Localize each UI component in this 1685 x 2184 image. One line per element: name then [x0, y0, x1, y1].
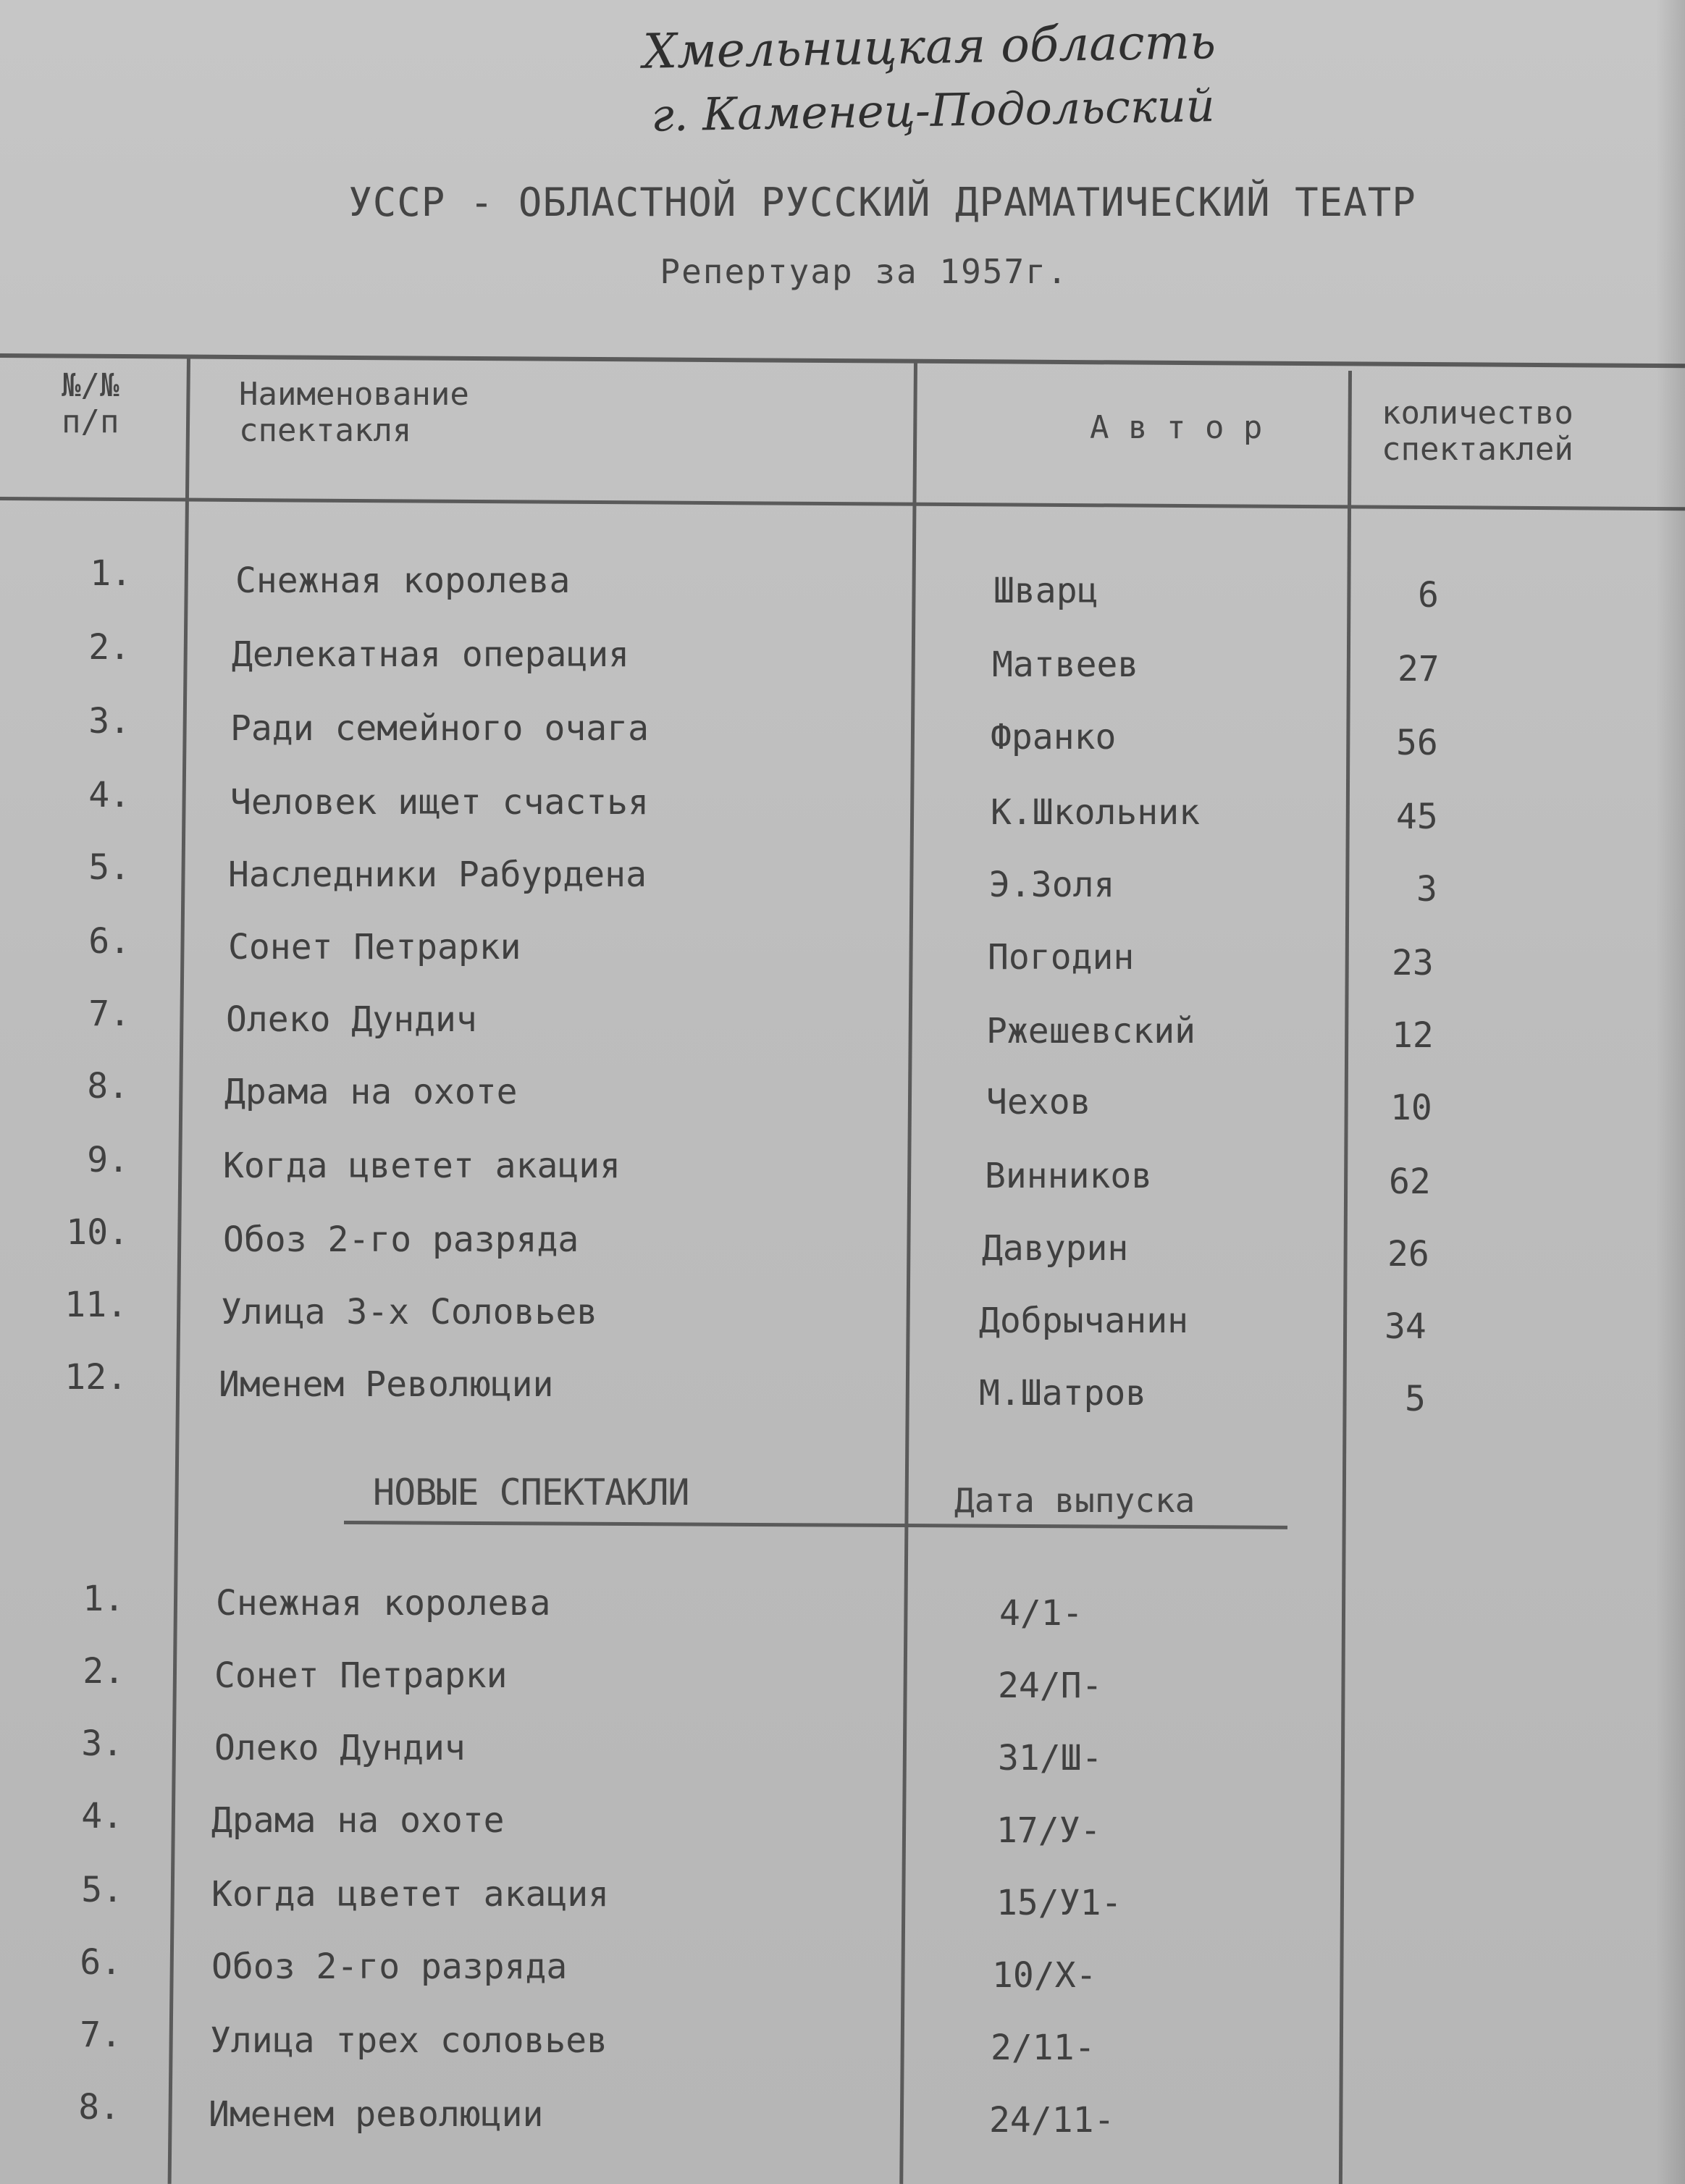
column-divider-3: [1339, 371, 1352, 2184]
release-date: 15/У1-: [996, 1883, 1122, 1923]
release-date: 17/У-: [996, 1810, 1101, 1851]
play-title: Снежная королева: [216, 1583, 551, 1624]
column-header-author: А в т о р: [1090, 409, 1263, 446]
row-number: 11.: [64, 1285, 127, 1325]
play-author: Погодин: [988, 937, 1135, 978]
row-number: 4.: [81, 1796, 123, 1836]
performance-count: 12: [1392, 1015, 1434, 1056]
performance-count: 26: [1387, 1234, 1429, 1274]
row-number: 1.: [90, 553, 132, 594]
play-title: Улица трех соловьев: [210, 2020, 608, 2061]
play-title: Когда цветет акация: [211, 1874, 610, 1915]
play-title: Сонет Петрарки: [214, 1655, 508, 1696]
performance-count: 6: [1418, 575, 1439, 616]
row-number: 7.: [88, 994, 130, 1034]
row-number: 3.: [81, 1723, 123, 1764]
play-title: Обоз 2-го разряда: [223, 1219, 579, 1260]
row-number: 6.: [80, 1942, 122, 1983]
performance-count: 56: [1396, 723, 1438, 763]
release-date-header: Дата выпуска: [954, 1481, 1196, 1520]
row-number: 2.: [83, 1651, 125, 1692]
release-date: 24/П-: [998, 1666, 1103, 1706]
release-date: 10/Х-: [992, 1955, 1097, 1996]
play-author: Ржешевский: [986, 1011, 1196, 1051]
performance-count: 45: [1396, 797, 1438, 837]
row-number: 3.: [88, 701, 130, 742]
play-title: Драма на охоте: [211, 1800, 505, 1841]
new-section-rule: [344, 1521, 1287, 1529]
performance-count: 62: [1389, 1162, 1431, 1202]
row-number: 5.: [88, 847, 130, 888]
play-author: Франко: [991, 717, 1117, 757]
column-divider-1: [168, 358, 190, 2184]
document-title: УССР - ОБЛАСТНОЙ РУССКИЙ ДРАМАТИЧЕСКИЙ ТЕАТР: [348, 180, 1416, 225]
column-header-name: Наименование спектакля: [239, 376, 469, 449]
play-title: Улица 3-х Соловьев: [221, 1292, 598, 1332]
play-title: Именем Революции: [219, 1364, 554, 1405]
column-header-num: №/№ п/п: [62, 367, 119, 440]
play-author: Шварц: [993, 571, 1098, 611]
play-title: Обоз 2-го разряда: [211, 1946, 568, 1987]
release-date: 31/Ш-: [998, 1738, 1103, 1778]
row-number: 10.: [66, 1212, 129, 1253]
row-number: 6.: [88, 921, 130, 962]
row-number: 8.: [87, 1066, 129, 1106]
play-author: Винников: [985, 1156, 1153, 1196]
performance-count: 3: [1416, 869, 1437, 910]
play-author: Матвеев: [992, 644, 1139, 685]
play-title: Наследники Рабурдена: [228, 854, 647, 895]
play-title: Человек ищет счастья: [230, 782, 649, 823]
row-number: 2.: [88, 627, 130, 668]
page-edge-shadow: [1656, 0, 1685, 2184]
play-author: Э.Золя: [989, 865, 1115, 905]
play-title: Снежная королева: [235, 560, 571, 601]
play-author: К.Школьник: [991, 792, 1200, 833]
row-number: 8.: [78, 2087, 120, 2128]
performance-count: 34: [1384, 1306, 1426, 1347]
column-divider-2: [899, 362, 917, 2184]
row-number: 4.: [88, 775, 130, 815]
release-date: 2/11-: [991, 2028, 1096, 2068]
row-number: 12.: [64, 1357, 127, 1398]
row-number: 7.: [80, 2015, 122, 2055]
document-subtitle: Репертуар за 1957г.: [660, 252, 1069, 291]
table-top-rule: [0, 353, 1685, 368]
play-title: Сонет Петрарки: [228, 927, 521, 967]
play-title: Когда цветет акация: [223, 1146, 621, 1186]
new-plays-heading: НОВЫЕ СПЕКТАКЛИ: [373, 1471, 689, 1513]
release-date: 24/11-: [989, 2100, 1115, 2141]
play-author: Чехов: [986, 1082, 1091, 1122]
release-date: 4/1-: [999, 1593, 1083, 1634]
play-title: Ради семейного очага: [230, 708, 649, 749]
column-header-count: количество спектаклей: [1382, 395, 1573, 468]
performance-count: 27: [1398, 649, 1440, 689]
performance-count: 5: [1405, 1379, 1426, 1419]
row-number: 1.: [83, 1579, 125, 1619]
play-author: Добрычанин: [979, 1301, 1188, 1341]
play-title: Олеко Дундич: [214, 1728, 466, 1768]
play-author: М.Шатров: [979, 1373, 1147, 1414]
row-number: 9.: [87, 1140, 129, 1180]
performance-count: 23: [1392, 943, 1434, 983]
play-title: Делекатная операция: [232, 634, 630, 675]
row-number: 5.: [81, 1870, 123, 1910]
handwritten-region: Хмельницкая область: [642, 14, 1217, 80]
performance-count: 10: [1390, 1088, 1432, 1128]
play-title: Олеко Дундич: [226, 999, 477, 1040]
handwritten-city: г. Каменец-Подольский: [650, 79, 1216, 142]
header-bottom-rule: [0, 497, 1685, 511]
play-title: Именем революции: [209, 2094, 544, 2135]
play-author: Давурин: [982, 1228, 1129, 1269]
play-title: Драма на охоте: [224, 1072, 518, 1112]
